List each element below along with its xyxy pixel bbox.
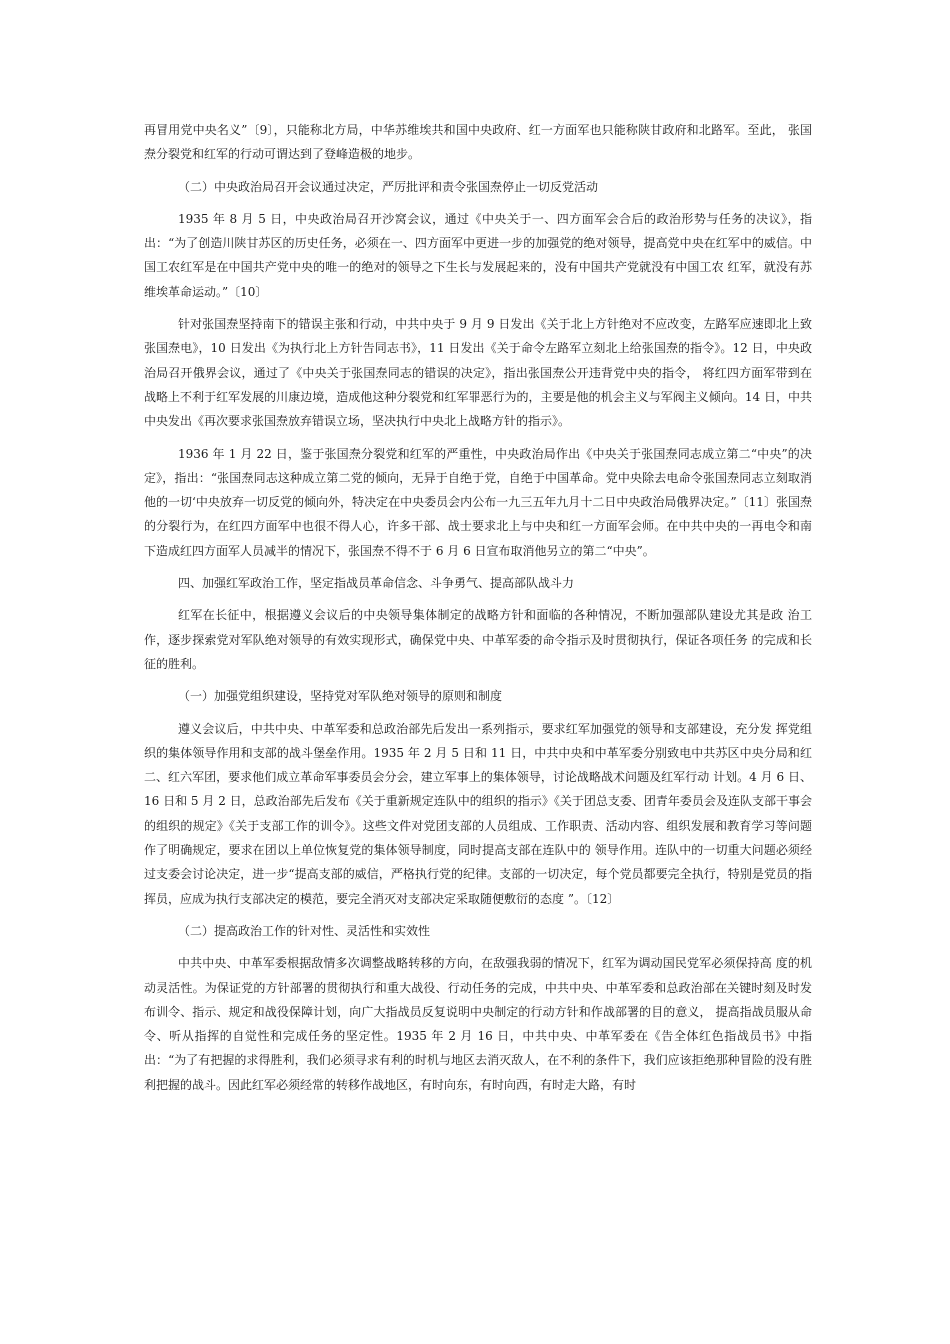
paragraph-branch-building: 遵义会议后，中共中央、中革军委和总政治部先后发出一系列指示，要求红军加强党的领导和支部建设，充分发 挥党组织的集体领导作用和支部的战斗堡垒作用。1935 年 2 月 5 日和 11 日，中共中央和中革军委分别致电中共苏区中央分局和红二、红六军团，要求他们成立革命军事委员会分会，建立军事上的集体领导，讨论战略战术问题及红军行动 计划。4 月 6 日、16 日和 5 月 2 日，总政治部先后发布《关于重新规定连队中的组织的指示》《关于团总支委、团青年委员会及连队支部干事会的组织的规定》《关于支部工作的训令》。这些文件对党团支部的人员组成、工作职责、活动内容、组织发展和教育学习等问题作了明确规定，要求在团以上单位恢复党的集体领导制度，同时提高支部在连队中的 领导作用。连队中的一切重大问题必须经过支委会讨论决定，进一步“提高支部的威信，严格执行党的纪律。支部的一切决定，每个党员都要完全执行，特别是党员的指挥员，应成为执行支部决定的模范，要完全消灭对支部决定采取随便敷衍的态度 ”。〔12〕: [144, 721, 812, 906]
section-heading-politburo-decision: （二）中央政治局召开会议通过决定，严厉批评和责令张国焘停止一切反党活动: [178, 179, 599, 194]
section-heading-political-effectiveness: （二）提高政治工作的针对性、灵活性和实效性: [178, 923, 431, 938]
paragraph-intro: 再冒用党中央名义”〔9〕，只能称北方局，中华苏维埃共和国中央政府、红一方面军也只能称陕甘政府和北路军。至此， 张国焘分裂党和红军的行动可谓达到了登峰造极的地步。: [144, 123, 812, 162]
paragraph-shawo-meeting: 1935 年 8 月 5 日，中央政治局召开沙窝会议，通过《中央关于一、四方面军会合后的政治形势与任务的决议》，指出：“为了创造川陕甘苏区的历史任务，必须在一、四方面军中更进一步的加强党的绝对领导，提高党中央在红军中的威信。中国工农红军是在中国共产党中央的唯一的绝对的领导之下生长与发展起来的，没有中国共产党就没有中国工农 红军，就没有苏维埃革命运动。”〔10〕: [144, 211, 812, 299]
section-heading-party-organization: （一）加强党组织建设，坚持党对军队绝对领导的原则和制度: [178, 689, 503, 704]
paragraph-long-march-overview: 红军在长征中，根据遵义会议后的中央领导集体制定的战略方针和面临的各种情况，不断加强部队建设尤其是政 治工作，逐步探索党对军队绝对领导的有效实现形式，确保党中央、中革军委的命令指示及时贯彻执行，保证各项任务 的完成和长征的胜利。: [144, 608, 812, 671]
paragraph-northward-directive: 针对张国焘坚持南下的错误主张和行动，中共中央于 9 月 9 日发出《关于北上方针绝对不应改变，左路军应速即北上致张国焘电》，10 日发出《为执行北上方针告同志书》，11 日发出《关于命令左路军立刻北上给张国焘的指令》。12 日，中央政治局召开俄界会议，通过了《中央关于张国焘同志的错误的决定》，指出张国焘公开违背党中央的指令， 将红四方面军带到在战略上不利于红军发展的川康边境，造成他这种分裂党和红军罪恶行为的，主要是他的机会主义与军阀主义倾向。14 日，中共中央发出《再次要求张国焘放弃错误立场，坚决执行中央北上战略方针的指示》。: [144, 317, 812, 429]
document-page: [144, 118, 812, 1105]
paragraph-flexibility: 中共中央、中革军委根据敌情多次调整战略转移的方向，在敌强我弱的情况下，红军为调动国民党军必须保持高 度的机动灵活性。为保证党的方针部署的贯彻执行和重大战役、行动任务的完成，中共中央、中革军委和总政治部在关键时刻及时发布训令、指示、规定和战役保障计划，向广大指战员反复说明中央制定的行动方针和作战部署的目的意义， 提高指战员服从命令、听从指挥的自觉性和完成任务的坚定性。1935 年 2 月 16 日，中共中央、中革军委在《告全体红色指战员书》中指出：“为了有把握的求得胜利，我们必须寻求有利的时机与地区去消灭敌人，在不利的条件下，我们应该拒绝那种冒险的没有胜利把握的战斗。因此红军必须经常的转移作战地区，有时向东，有时向西，有时走大路，有时: [144, 956, 812, 1092]
section-heading-political-work: 四、加强红军政治工作，坚定指战员革命信念、斗争勇气、提高部队战斗力: [178, 576, 575, 591]
paragraph-second-central-decision: 1936 年 1 月 22 日，鉴于张国焘分裂党和红军的严重性，中央政治局作出《中央关于张国焘同志成立第二“中央”的决定》，指出：“张国焘同志这种成立第二党的倾向，无异于自绝于党，自绝于中国革命。党中央除去电命令张国焘同志立刻取消他的一切‘中央放弃一切反党的倾向外，特决定在中央委员会内公布一九三五年九月十二日中央政治局俄界决定。”〔11〕张国焘的分裂行为，在红四方面军中也很不得人心，许多干部、战士要求北上与中央和红一方面军会师。在中共中央的一再电令和南下造成红四方面军人员减半的情况下，张国焘不得不于 6 月 6 日宣布取消他另立的第二“中央”。: [144, 446, 812, 558]
